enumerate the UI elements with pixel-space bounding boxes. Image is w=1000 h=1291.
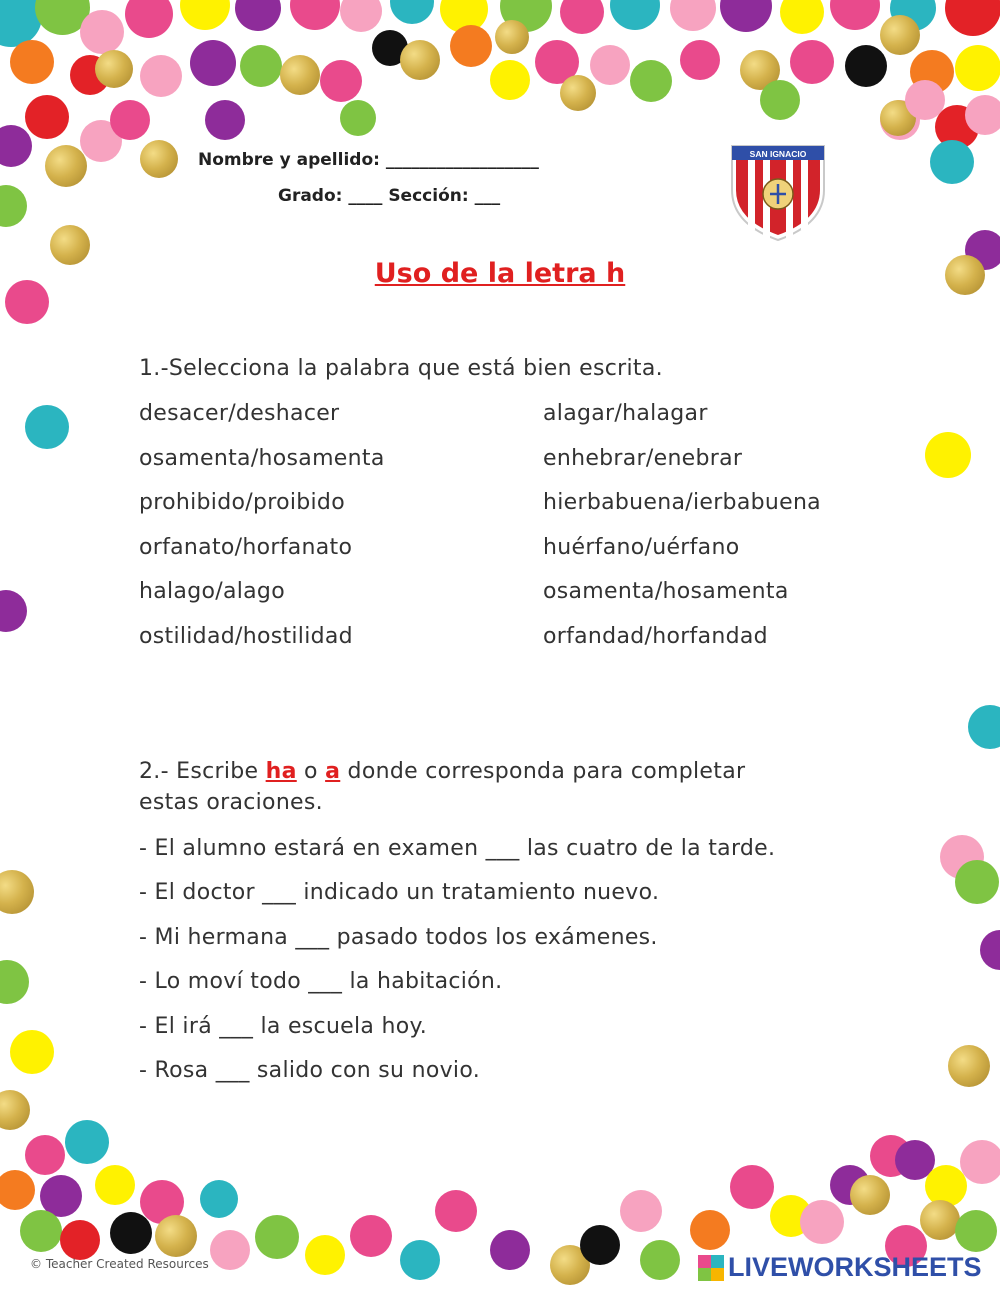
- word-pair-option[interactable]: orfanato/horfanato: [139, 535, 353, 560]
- sentence-item[interactable]: - El alumno estará en examen ___ las cuatro de la tarde.: [139, 836, 776, 861]
- liveworksheets-brand[interactable]: [698, 1252, 982, 1283]
- word-pair-option[interactable]: osamenta/hosamenta: [139, 446, 385, 471]
- copyright-note: © Teacher Created Resources: [30, 1257, 209, 1271]
- sentence-item[interactable]: - Lo moví todo ___ la habitación.: [139, 969, 503, 994]
- grade-label: Grado:: [278, 186, 343, 206]
- exercise2-instruction-line2: estas oraciones.: [139, 790, 323, 815]
- sentence-item[interactable]: - Mi hermana ___ pasado todos los exámenes.: [139, 925, 658, 950]
- name-label: Nombre y apellido:: [198, 150, 380, 170]
- word-pair-option[interactable]: orfandad/horfandad: [543, 624, 768, 649]
- word-pair-option[interactable]: alagar/halagar: [543, 401, 708, 426]
- instruction-prefix: 2.- Escribe: [139, 759, 266, 784]
- option-a: a: [325, 759, 341, 784]
- word-pair-option[interactable]: enhebrar/enebrar: [543, 446, 743, 471]
- word-pair-option[interactable]: prohibido/proibido: [139, 490, 345, 515]
- option-ha: ha: [265, 759, 297, 784]
- liveworksheets-logo-icon: [698, 1255, 724, 1281]
- brand-text: LIVEWORKSHEETS: [728, 1252, 982, 1282]
- word-pair-option[interactable]: huérfano/uérfano: [543, 535, 740, 560]
- exercise1-instruction: 1.-Selecciona la palabra que está bien escrita.: [139, 356, 663, 381]
- page-title: Uso de la letra h: [374, 258, 626, 289]
- instruction-connector: o: [296, 759, 326, 784]
- crest-label: SAN IGNACIO: [749, 149, 807, 159]
- sentence-item[interactable]: - Rosa ___ salido con su novio.: [139, 1058, 480, 1083]
- word-pair-option[interactable]: halago/alago: [139, 579, 285, 604]
- school-crest-logo: [728, 142, 828, 242]
- name-field: [198, 150, 539, 170]
- exercise2-instruction: [139, 759, 745, 784]
- sentence-item[interactable]: - El doctor ___ indicado un tratamiento nuevo.: [139, 880, 660, 905]
- word-pair-option[interactable]: ostilidad/hostilidad: [139, 624, 353, 649]
- name-blank[interactable]: __________________: [385, 150, 539, 170]
- word-pair-option[interactable]: desacer/deshacer: [139, 401, 340, 426]
- grade-section-field: [278, 186, 500, 206]
- word-pair-option[interactable]: hierbabuena/ierbabuena: [543, 490, 821, 515]
- grade-blank[interactable]: ____: [348, 186, 383, 206]
- word-pair-option[interactable]: osamenta/hosamenta: [543, 579, 789, 604]
- instruction-suffix: donde corresponda para completar: [340, 759, 746, 784]
- section-blank[interactable]: ___: [474, 186, 501, 206]
- sentence-item[interactable]: - El irá ___ la escuela hoy.: [139, 1014, 427, 1039]
- section-label: Sección:: [388, 186, 469, 206]
